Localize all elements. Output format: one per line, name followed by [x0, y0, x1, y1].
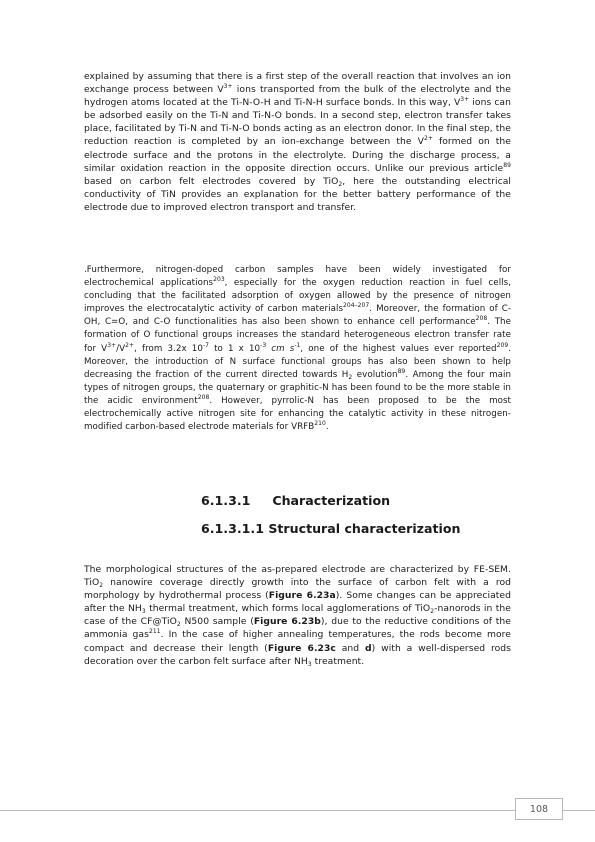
figure-reference: Figure 6.23c — [267, 642, 336, 654]
body-paragraph-2: .Furthermore, nitrogen-doped carbon samples have been widely investigated for electrochemical applications$^{203}$, especially for the oxygen reduction reaction in fuel cells, concluding that the facilitated adsorption of oxygen allowed by the presence of nitrogen improves the electrocatalytic activity of carbon materials$^{204-207}$. Moreover, the formation of C-OH, C=O, and C-O functionalities has also been shown to enhance cell performance$^{208}$. The formation of O functional groups increases the standard heterogeneous electron transfer rate for $V^{3+}/V^{2+}$, from 3.2x $10^{-7}$ to 1 x $10^{-3}$ cm $s^{-1}$, one of the highest values ever reported$^{209}$. Moreover, the introduction of N surface functional groups has also been shown to help decreasing the fraction of the current directed towards $H_2$ evolution$^{89}$. Among the four main types of nitrogen groups, the quaternary or graphitic-N has been found to be the more stable in the acidic environment$^{208}$. However, pyrrolic-N has been proposed to be the most electrochemically active nitrogen site for enhancing the catalytic activity in these nitrogen-modified carbon-based electrode materials for VRFB$^{210}$. — [84, 265, 512, 433]
figure-reference: Figure 6.23a — [268, 590, 336, 602]
figure-reference: Figure 6.23b — [253, 616, 321, 628]
footer-rule — [0, 810, 595, 811]
subsection-heading: 6.1.3.1.1 Structural characterization — [201, 521, 461, 536]
page-number: 108 — [515, 798, 563, 820]
body-paragraph-3: The morphological structures of the as-prepared electrode are characterized by FE-SEM. TiO$_2$ nanowire coverage directly growth into the surface of carbon felt with a rod morphology by hydrothermal process (Figure 6.23a). Some changes can be appreciated after the $NH_3$ thermal treatment, which forms local agglomerations of TiO$_2$-nanorods in the case of the CF@TiO$_2$ N500 sample (Figure 6.23b), due to the reductive conditions of the ammonia gas$^{211}$. In the case of higher annealing temperatures, the rods become more compact and decrease their length (Figure 6.23c and d) with a well-dispersed rods decoration over the carbon felt surface after $NH_3$ treatment. — [84, 564, 512, 668]
section-heading: 6.1.3.1 Characterization — [201, 493, 391, 508]
body-paragraph-1: explained by assuming that there is a first step of the overall reaction that involves an ion exchange process between $V^{3+}$ ions transported from the bulk of the electrolyte and the hydrogen atoms located at the Ti-N-O-H and Ti-N-H surface bonds. In this way, $V^{3+}$ ions can be adsorbed easily on the Ti-N and Ti-N-O bonds. In a second step, electron transfer takes place, facilitated by Ti-N and Ti-N-O bonds acting as an electron donor. In the final step, the reduction reaction is completed by an ion-exchange between the $V^{2+}$ formed on the electrode surface and the protons in the electrolyte. During the discharge process, a similar oxidation reaction in the opposite direction occurs. Unlike our previous article$^{89}$ based on carbon felt electrodes covered by TiO$_2$, here the outstanding electrical conductivity of TiN provides an explanation for the better battery performance of the electrode due to improved electron transport and transfer. — [84, 71, 512, 213]
figure-reference: d — [365, 642, 372, 654]
